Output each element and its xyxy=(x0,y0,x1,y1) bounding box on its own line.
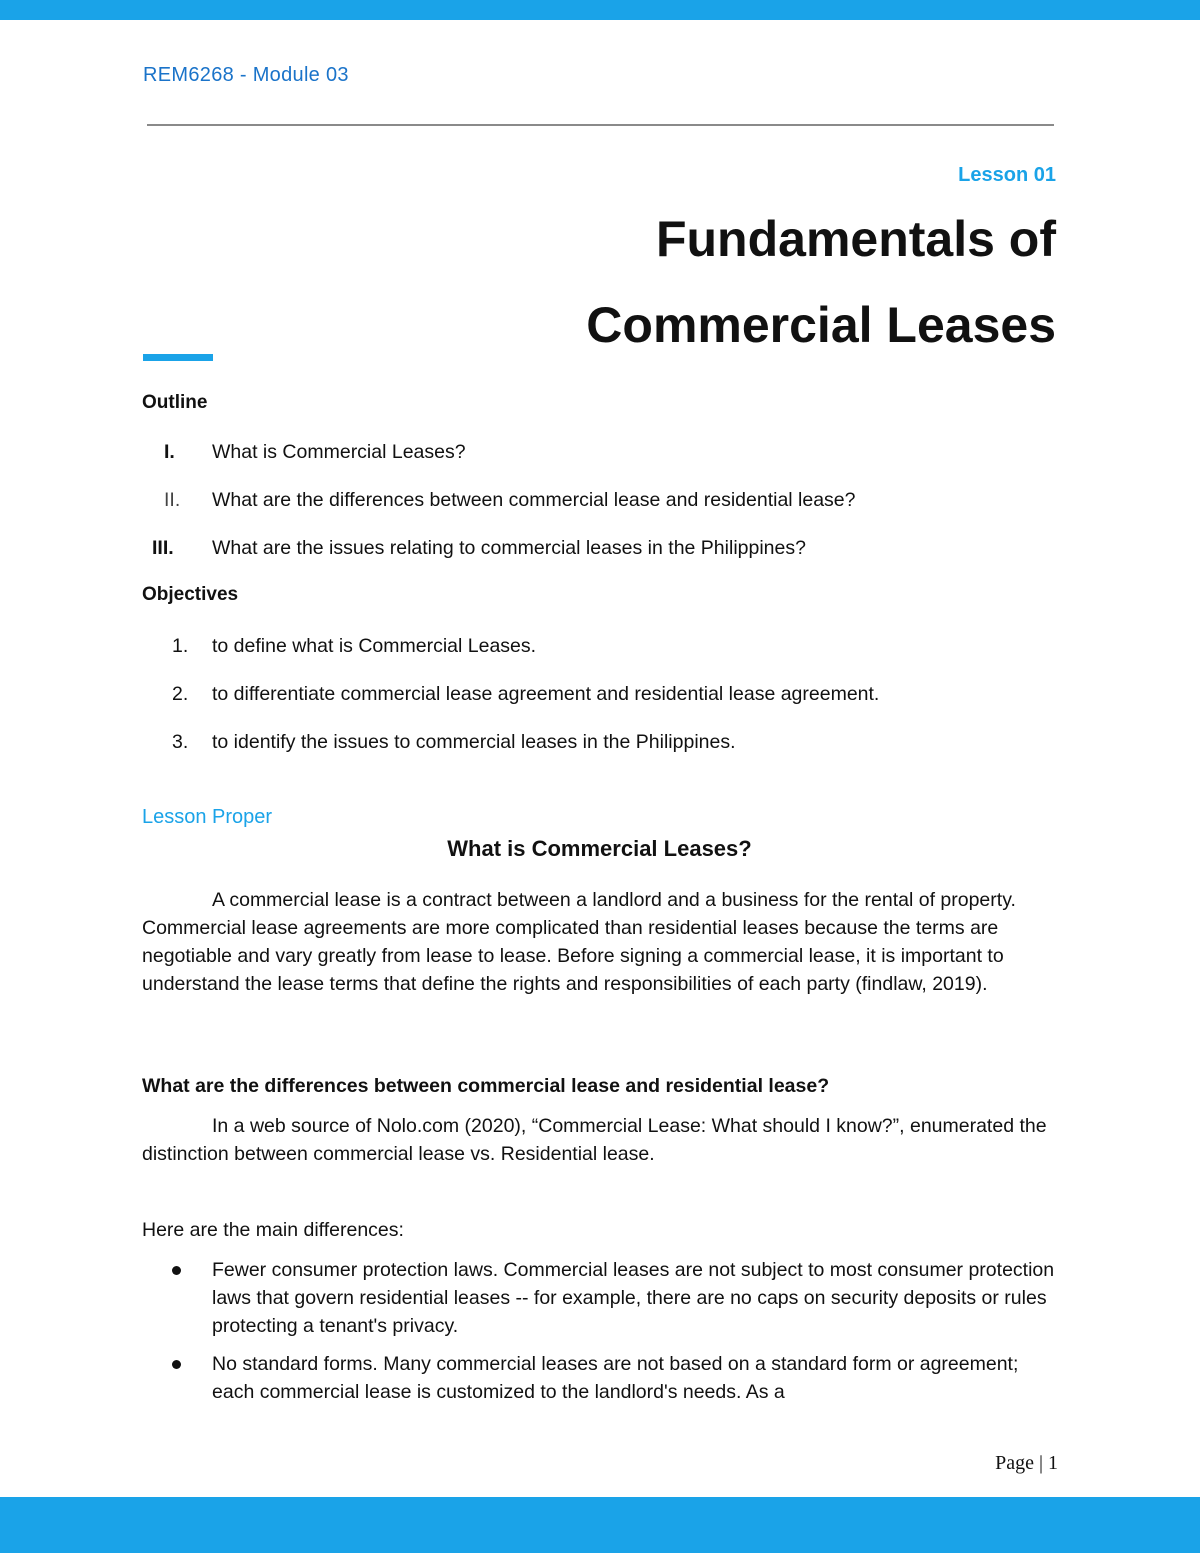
bullet-icon xyxy=(172,1266,181,1275)
list-item xyxy=(142,1256,1057,1340)
differences-heading: What are the differences between commercial lease and residential lease? xyxy=(142,1075,830,1097)
title-line-2: Commercial Leases xyxy=(586,297,1056,353)
title-line-1: Fundamentals of xyxy=(655,211,1056,267)
outline-item-number: I. xyxy=(164,441,175,463)
differences-intro: Here are the main differences: xyxy=(142,1219,404,1241)
lesson-number: Lesson 01 xyxy=(958,164,1056,186)
list-item-text: Fewer consumer protection laws. Commercial leases are not subject to most consumer protection laws that govern residential leases -- for example, there are no caps on security deposits or rules protecting a tenant's privacy. xyxy=(212,1259,1055,1337)
definition-paragraph: A commercial lease is a contract between a landlord and a business for the rental of property. Commercial lease agreements are more complicated than residential leases because the terms are negotiable and vary greatly from lease to lease. Before signing a commercial lease, it is important to understand the lease terms that define the rights and responsibilities of each party (findlaw, 2019). xyxy=(142,889,1016,995)
outline-heading: Outline xyxy=(142,392,208,413)
page-title xyxy=(356,196,1056,368)
objective-text: to differentiate commercial lease agreement and residential lease agreement. xyxy=(212,683,880,705)
outline-item-text: What are the differences between commercial lease and residential lease? xyxy=(212,489,856,511)
differences-list xyxy=(142,1256,1057,1416)
source-paragraph: In a web source of Nolo.com (2020), “Commercial Lease: What should I know?”, enumerated the distinction between commercial lease vs. Residential lease. xyxy=(142,1115,1047,1165)
objective-number: 1. xyxy=(172,635,189,657)
outline-item-text: What are the issues relating to commercial leases in the Philippines? xyxy=(212,537,806,559)
accent-divider xyxy=(143,354,213,361)
outline-item-text: What is Commercial Leases? xyxy=(212,441,466,463)
objective-number: 2. xyxy=(172,683,189,705)
objective-text: to identify the issues to commercial leases in the Philippines. xyxy=(212,731,736,753)
objective-text: to define what is Commercial Leases. xyxy=(212,635,537,657)
header-divider xyxy=(147,124,1054,126)
bottom-banner xyxy=(0,1497,1200,1553)
module-label: REM6268 - Module 03 xyxy=(143,64,349,86)
list-item xyxy=(142,1350,1057,1406)
lesson-proper-label: Lesson Proper xyxy=(142,806,273,828)
outline-item-number: III. xyxy=(152,537,174,559)
top-banner xyxy=(0,0,1200,20)
objective-number: 3. xyxy=(172,731,189,753)
page-number: Page | 1 xyxy=(995,1452,1058,1474)
objectives-heading: Objectives xyxy=(142,584,239,605)
list-item-text: No standard forms. Many commercial leases are not based on a standard form or agreement; each commercial lease is customized to the landlord's needs. As a xyxy=(212,1353,1019,1403)
section-title: What is Commercial Leases? xyxy=(447,836,752,861)
bullet-icon xyxy=(172,1360,181,1369)
outline-item-number: II. xyxy=(164,489,181,511)
